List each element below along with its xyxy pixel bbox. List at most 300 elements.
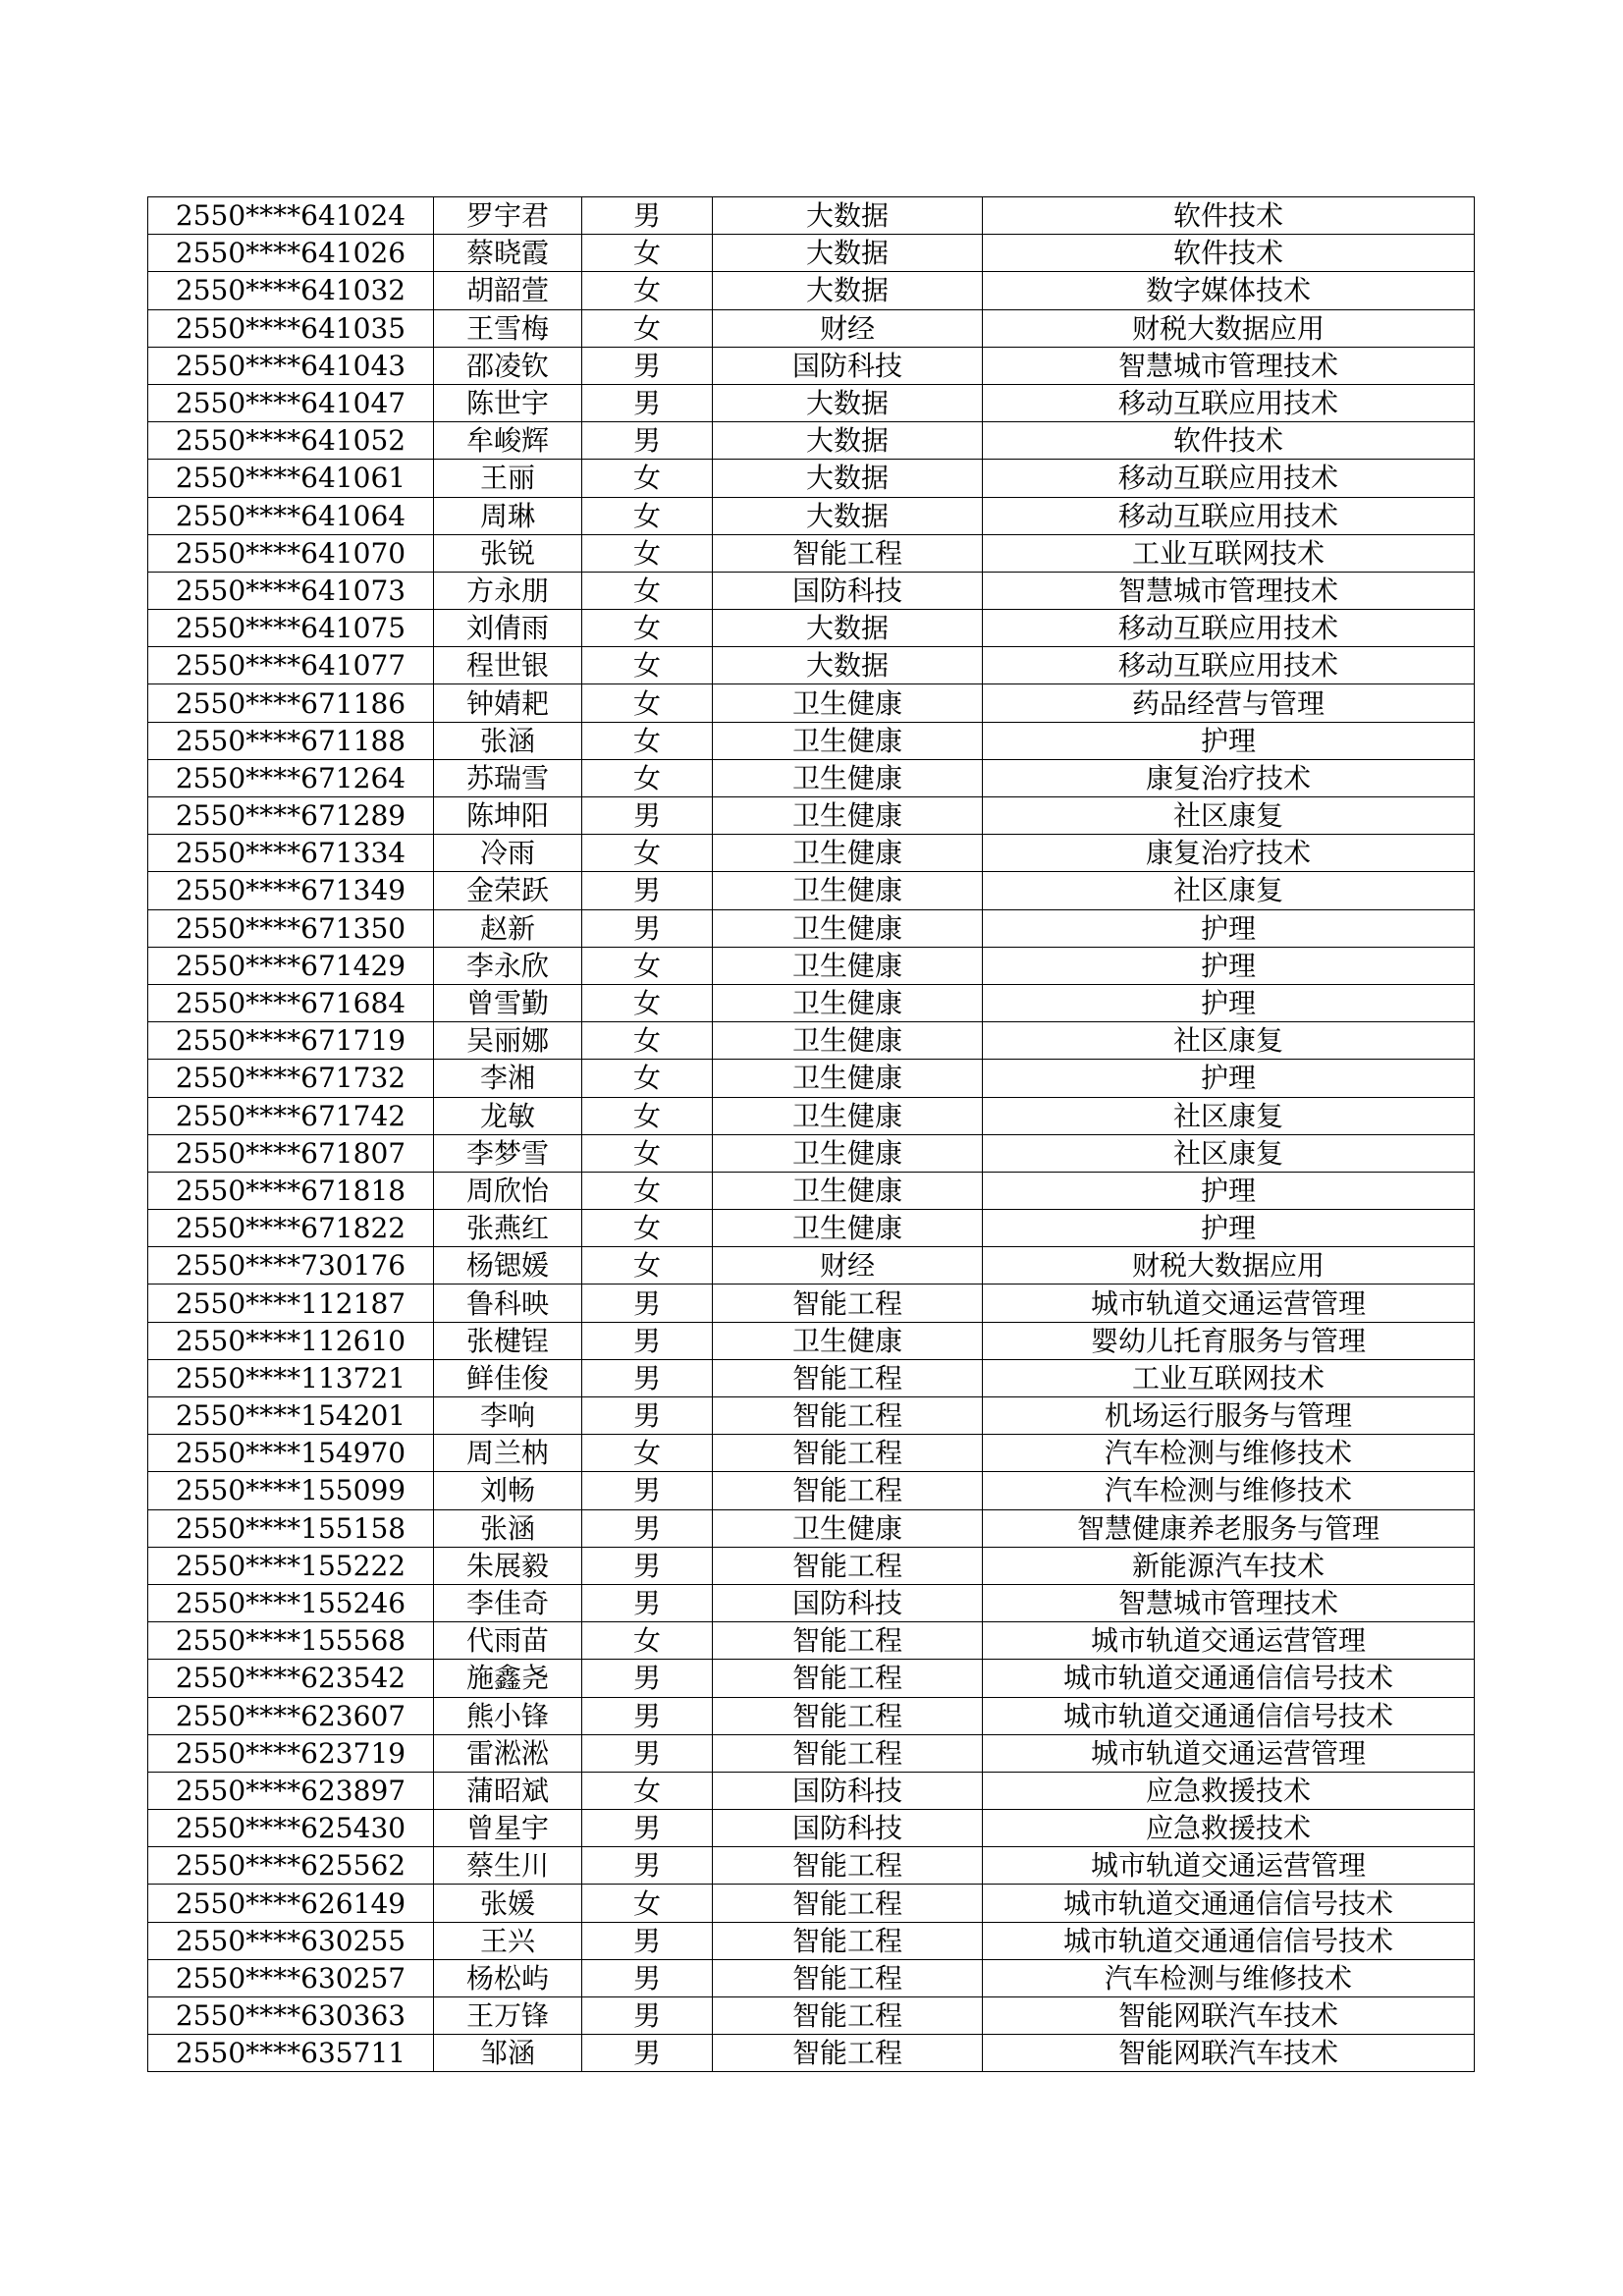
student-name-cell: 苏瑞雪 — [434, 759, 582, 796]
student-name-cell: 刘倩雨 — [434, 610, 582, 647]
gender-cell: 女 — [582, 722, 713, 759]
major-cell: 数字媒体技术 — [983, 272, 1475, 309]
student-id-cell: 2550****641064 — [148, 497, 434, 534]
table-row — [148, 197, 1475, 235]
table-row — [148, 1472, 1475, 1509]
student-name-cell: 杨锶媛 — [434, 1247, 582, 1285]
department-cell: 智能工程 — [713, 1997, 983, 2035]
student-name-cell: 王兴 — [434, 1922, 582, 1959]
major-cell: 护理 — [983, 1060, 1475, 1097]
major-cell: 应急救援技术 — [983, 1810, 1475, 1847]
department-cell: 大数据 — [713, 647, 983, 684]
student-id-cell: 2550****671742 — [148, 1097, 434, 1134]
department-cell: 卫生健康 — [713, 1134, 983, 1172]
gender-cell: 女 — [582, 1022, 713, 1060]
student-name-cell: 刘畅 — [434, 1472, 582, 1509]
table-row — [148, 1060, 1475, 1097]
gender-cell: 女 — [582, 1885, 713, 1922]
department-cell: 智能工程 — [713, 1285, 983, 1322]
major-cell: 软件技术 — [983, 197, 1475, 235]
department-cell: 卫生健康 — [713, 722, 983, 759]
gender-cell: 女 — [582, 835, 713, 872]
student-name-cell: 王万锋 — [434, 1997, 582, 2035]
department-cell: 智能工程 — [713, 1435, 983, 1472]
table-row — [148, 1847, 1475, 1885]
major-cell: 护理 — [983, 1210, 1475, 1247]
department-cell: 财经 — [713, 309, 983, 347]
student-name-cell: 罗宇君 — [434, 197, 582, 235]
table-row — [148, 610, 1475, 647]
table-row — [148, 1134, 1475, 1172]
gender-cell: 男 — [582, 1734, 713, 1772]
department-cell: 智能工程 — [713, 1547, 983, 1584]
department-cell: 智能工程 — [713, 534, 983, 572]
department-cell: 卫生健康 — [713, 872, 983, 909]
table-row — [148, 647, 1475, 684]
student-id-cell: 2550****113721 — [148, 1359, 434, 1396]
student-name-cell: 张楗锃 — [434, 1322, 582, 1359]
major-cell: 婴幼儿托育服务与管理 — [983, 1322, 1475, 1359]
student-name-cell: 吴丽娜 — [434, 1022, 582, 1060]
major-cell: 智慧城市管理技术 — [983, 572, 1475, 609]
student-id-cell: 2550****671732 — [148, 1060, 434, 1097]
table-row — [148, 722, 1475, 759]
student-name-cell: 张涵 — [434, 722, 582, 759]
table-row — [148, 1172, 1475, 1209]
table-row — [148, 1622, 1475, 1660]
table-row — [148, 422, 1475, 460]
table-row — [148, 1397, 1475, 1435]
department-cell: 智能工程 — [713, 1885, 983, 1922]
student-id-cell: 2550****671818 — [148, 1172, 434, 1209]
student-name-cell: 陈坤阳 — [434, 797, 582, 835]
gender-cell: 女 — [582, 497, 713, 534]
gender-cell: 女 — [582, 572, 713, 609]
table-row — [148, 1810, 1475, 1847]
student-id-cell: 2550****641035 — [148, 309, 434, 347]
table-row — [148, 2035, 1475, 2072]
student-id-cell: 2550****671188 — [148, 722, 434, 759]
table-body — [148, 197, 1475, 2072]
department-cell: 智能工程 — [713, 1959, 983, 1996]
table-row — [148, 684, 1475, 722]
department-cell: 卫生健康 — [713, 835, 983, 872]
student-name-cell: 冷雨 — [434, 835, 582, 872]
gender-cell: 男 — [582, 1472, 713, 1509]
table-row — [148, 1547, 1475, 1584]
department-cell: 智能工程 — [713, 2035, 983, 2072]
major-cell: 护理 — [983, 909, 1475, 947]
student-id-cell: 2550****641073 — [148, 572, 434, 609]
major-cell: 智慧城市管理技术 — [983, 1584, 1475, 1621]
gender-cell: 男 — [582, 1847, 713, 1885]
student-id-cell: 2550****641070 — [148, 534, 434, 572]
major-cell: 护理 — [983, 1172, 1475, 1209]
gender-cell: 女 — [582, 235, 713, 272]
gender-cell: 男 — [582, 909, 713, 947]
gender-cell: 女 — [582, 1060, 713, 1097]
major-cell: 智能网联汽车技术 — [983, 2035, 1475, 2072]
department-cell: 大数据 — [713, 497, 983, 534]
table-row — [148, 497, 1475, 534]
table-row — [148, 1509, 1475, 1547]
table-row — [148, 1435, 1475, 1472]
student-id-cell: 2550****630363 — [148, 1997, 434, 2035]
student-name-cell: 蒲昭斌 — [434, 1772, 582, 1809]
major-cell: 护理 — [983, 947, 1475, 984]
student-name-cell: 李湘 — [434, 1060, 582, 1097]
table-row — [148, 872, 1475, 909]
student-id-cell: 2550****671350 — [148, 909, 434, 947]
department-cell: 智能工程 — [713, 1359, 983, 1396]
student-name-cell: 金荣跃 — [434, 872, 582, 909]
gender-cell: 男 — [582, 872, 713, 909]
student-id-cell: 2550****671807 — [148, 1134, 434, 1172]
gender-cell: 女 — [582, 1435, 713, 1472]
gender-cell: 女 — [582, 460, 713, 497]
major-cell: 社区康复 — [983, 1134, 1475, 1172]
student-id-cell: 2550****671186 — [148, 684, 434, 722]
student-name-cell: 方永朋 — [434, 572, 582, 609]
major-cell: 汽车检测与维修技术 — [983, 1959, 1475, 1996]
gender-cell: 女 — [582, 984, 713, 1021]
gender-cell: 男 — [582, 1660, 713, 1697]
department-cell: 大数据 — [713, 422, 983, 460]
student-name-cell: 蔡晓霞 — [434, 235, 582, 272]
student-id-cell: 2550****671822 — [148, 1210, 434, 1247]
student-id-cell: 2550****641032 — [148, 272, 434, 309]
student-name-cell: 周兰枘 — [434, 1435, 582, 1472]
table-row — [148, 1022, 1475, 1060]
table-row — [148, 1885, 1475, 1922]
department-cell: 卫生健康 — [713, 984, 983, 1021]
major-cell: 社区康复 — [983, 872, 1475, 909]
department-cell: 国防科技 — [713, 572, 983, 609]
table-row — [148, 909, 1475, 947]
major-cell: 社区康复 — [983, 1097, 1475, 1134]
department-cell: 国防科技 — [713, 1810, 983, 1847]
student-id-cell: 2550****630255 — [148, 1922, 434, 1959]
major-cell: 城市轨道交通运营管理 — [983, 1847, 1475, 1885]
table-row — [148, 347, 1475, 384]
student-id-cell: 2550****671684 — [148, 984, 434, 1021]
gender-cell: 女 — [582, 684, 713, 722]
student-name-cell: 李响 — [434, 1397, 582, 1435]
table-row — [148, 1584, 1475, 1621]
table-row — [148, 384, 1475, 421]
major-cell: 机场运行服务与管理 — [983, 1397, 1475, 1435]
major-cell: 新能源汽车技术 — [983, 1547, 1475, 1584]
student-name-cell: 朱展毅 — [434, 1547, 582, 1584]
table-row — [148, 1697, 1475, 1734]
student-name-cell: 施鑫尧 — [434, 1660, 582, 1697]
student-id-cell: 2550****671719 — [148, 1022, 434, 1060]
student-name-cell: 周琳 — [434, 497, 582, 534]
major-cell: 药品经营与管理 — [983, 684, 1475, 722]
gender-cell: 男 — [582, 1359, 713, 1396]
gender-cell: 女 — [582, 272, 713, 309]
student-id-cell: 2550****626149 — [148, 1885, 434, 1922]
table-row — [148, 1359, 1475, 1396]
student-id-cell: 2550****671429 — [148, 947, 434, 984]
student-id-cell: 2550****112610 — [148, 1322, 434, 1359]
major-cell: 移动互联应用技术 — [983, 647, 1475, 684]
gender-cell: 男 — [582, 1959, 713, 1996]
department-cell: 智能工程 — [713, 1734, 983, 1772]
department-cell: 大数据 — [713, 610, 983, 647]
department-cell: 卫生健康 — [713, 909, 983, 947]
student-id-cell: 2550****154970 — [148, 1435, 434, 1472]
student-name-cell: 牟峻辉 — [434, 422, 582, 460]
student-name-cell: 蔡生川 — [434, 1847, 582, 1885]
table-row — [148, 1210, 1475, 1247]
student-id-cell: 2550****671264 — [148, 759, 434, 796]
department-cell: 大数据 — [713, 460, 983, 497]
table-row — [148, 1097, 1475, 1134]
table-row — [148, 534, 1475, 572]
department-cell: 智能工程 — [713, 1397, 983, 1435]
gender-cell: 男 — [582, 197, 713, 235]
student-id-cell: 2550****641075 — [148, 610, 434, 647]
student-name-cell: 曾星宇 — [434, 1810, 582, 1847]
major-cell: 城市轨道交通通信信号技术 — [983, 1885, 1475, 1922]
department-cell: 卫生健康 — [713, 1060, 983, 1097]
department-cell: 卫生健康 — [713, 1322, 983, 1359]
major-cell: 城市轨道交通通信信号技术 — [983, 1922, 1475, 1959]
student-id-cell: 2550****671334 — [148, 835, 434, 872]
student-name-cell: 曾雪勤 — [434, 984, 582, 1021]
student-id-cell: 2550****730176 — [148, 1247, 434, 1285]
major-cell: 社区康复 — [983, 797, 1475, 835]
major-cell: 移动互联应用技术 — [983, 610, 1475, 647]
department-cell: 卫生健康 — [713, 759, 983, 796]
gender-cell: 女 — [582, 309, 713, 347]
gender-cell: 男 — [582, 1285, 713, 1322]
department-cell: 大数据 — [713, 235, 983, 272]
gender-cell: 男 — [582, 2035, 713, 2072]
student-name-cell: 程世银 — [434, 647, 582, 684]
department-cell: 大数据 — [713, 272, 983, 309]
student-id-cell: 2550****641052 — [148, 422, 434, 460]
student-id-cell: 2550****155222 — [148, 1547, 434, 1584]
major-cell: 城市轨道交通通信信号技术 — [983, 1660, 1475, 1697]
major-cell: 汽车检测与维修技术 — [983, 1472, 1475, 1509]
student-id-cell: 2550****641026 — [148, 235, 434, 272]
department-cell: 卫生健康 — [713, 947, 983, 984]
department-cell: 卫生健康 — [713, 1022, 983, 1060]
student-id-cell: 2550****671349 — [148, 872, 434, 909]
student-id-cell: 2550****641061 — [148, 460, 434, 497]
department-cell: 大数据 — [713, 197, 983, 235]
student-id-cell: 2550****155246 — [148, 1584, 434, 1621]
department-cell: 大数据 — [713, 384, 983, 421]
table-row — [148, 1285, 1475, 1322]
gender-cell: 男 — [582, 1922, 713, 1959]
gender-cell: 女 — [582, 610, 713, 647]
student-name-cell: 代雨苗 — [434, 1622, 582, 1660]
gender-cell: 女 — [582, 1210, 713, 1247]
department-cell: 智能工程 — [713, 1922, 983, 1959]
table-row — [148, 309, 1475, 347]
table-row — [148, 984, 1475, 1021]
gender-cell: 男 — [582, 1997, 713, 2035]
student-id-cell: 2550****625562 — [148, 1847, 434, 1885]
student-id-cell: 2550****154201 — [148, 1397, 434, 1435]
student-id-cell: 2550****671289 — [148, 797, 434, 835]
major-cell: 城市轨道交通运营管理 — [983, 1285, 1475, 1322]
table-row — [148, 460, 1475, 497]
table-row — [148, 1922, 1475, 1959]
major-cell: 软件技术 — [983, 235, 1475, 272]
student-name-cell: 张媛 — [434, 1885, 582, 1922]
major-cell: 应急救援技术 — [983, 1772, 1475, 1809]
major-cell: 智能网联汽车技术 — [983, 1997, 1475, 2035]
student-id-cell: 2550****112187 — [148, 1285, 434, 1322]
student-name-cell: 张燕红 — [434, 1210, 582, 1247]
student-name-cell: 鲁科映 — [434, 1285, 582, 1322]
student-id-cell: 2550****155099 — [148, 1472, 434, 1509]
gender-cell: 男 — [582, 422, 713, 460]
gender-cell: 男 — [582, 1810, 713, 1847]
major-cell: 护理 — [983, 984, 1475, 1021]
table-row — [148, 1997, 1475, 2035]
student-name-cell: 周欣怡 — [434, 1172, 582, 1209]
student-id-cell: 2550****623719 — [148, 1734, 434, 1772]
table-row — [148, 1734, 1475, 1772]
student-name-cell: 李佳奇 — [434, 1584, 582, 1621]
student-id-cell: 2550****155158 — [148, 1509, 434, 1547]
student-id-cell: 2550****641043 — [148, 347, 434, 384]
department-cell: 智能工程 — [713, 1847, 983, 1885]
table-row — [148, 572, 1475, 609]
table-row — [148, 759, 1475, 796]
gender-cell: 男 — [582, 797, 713, 835]
table-row — [148, 1322, 1475, 1359]
department-cell: 卫生健康 — [713, 797, 983, 835]
table-row — [148, 835, 1475, 872]
student-id-cell: 2550****641077 — [148, 647, 434, 684]
gender-cell: 男 — [582, 384, 713, 421]
gender-cell: 女 — [582, 759, 713, 796]
gender-cell: 男 — [582, 1322, 713, 1359]
gender-cell: 男 — [582, 1547, 713, 1584]
major-cell: 社区康复 — [983, 1022, 1475, 1060]
major-cell: 移动互联应用技术 — [983, 497, 1475, 534]
department-cell: 卫生健康 — [713, 1172, 983, 1209]
major-cell: 汽车检测与维修技术 — [983, 1435, 1475, 1472]
gender-cell: 男 — [582, 1584, 713, 1621]
student-id-cell: 2550****641047 — [148, 384, 434, 421]
student-name-cell: 熊小锋 — [434, 1697, 582, 1734]
department-cell: 国防科技 — [713, 347, 983, 384]
student-id-cell: 2550****630257 — [148, 1959, 434, 1996]
student-name-cell: 陈世宇 — [434, 384, 582, 421]
student-list-table — [147, 196, 1475, 2072]
major-cell: 城市轨道交通运营管理 — [983, 1622, 1475, 1660]
department-cell: 智能工程 — [713, 1472, 983, 1509]
department-cell: 卫生健康 — [713, 684, 983, 722]
major-cell: 移动互联应用技术 — [983, 384, 1475, 421]
student-name-cell: 张涵 — [434, 1509, 582, 1547]
major-cell: 工业互联网技术 — [983, 534, 1475, 572]
student-name-cell: 鲜佳俊 — [434, 1359, 582, 1396]
major-cell: 软件技术 — [983, 422, 1475, 460]
gender-cell: 男 — [582, 1397, 713, 1435]
student-id-cell: 2550****623607 — [148, 1697, 434, 1734]
table-row — [148, 1247, 1475, 1285]
major-cell: 智慧健康养老服务与管理 — [983, 1509, 1475, 1547]
student-name-cell: 李梦雪 — [434, 1134, 582, 1172]
major-cell: 护理 — [983, 722, 1475, 759]
student-name-cell: 王丽 — [434, 460, 582, 497]
department-cell: 智能工程 — [713, 1622, 983, 1660]
gender-cell: 男 — [582, 1509, 713, 1547]
gender-cell: 男 — [582, 347, 713, 384]
student-id-cell: 2550****623897 — [148, 1772, 434, 1809]
table-row — [148, 1660, 1475, 1697]
student-name-cell: 张锐 — [434, 534, 582, 572]
student-name-cell: 胡韶萱 — [434, 272, 582, 309]
major-cell: 康复治疗技术 — [983, 835, 1475, 872]
department-cell: 财经 — [713, 1247, 983, 1285]
student-name-cell: 赵新 — [434, 909, 582, 947]
student-name-cell: 龙敏 — [434, 1097, 582, 1134]
student-name-cell: 钟婧耙 — [434, 684, 582, 722]
department-cell: 卫生健康 — [713, 1509, 983, 1547]
gender-cell: 女 — [582, 1097, 713, 1134]
gender-cell: 女 — [582, 1134, 713, 1172]
department-cell: 智能工程 — [713, 1660, 983, 1697]
gender-cell: 女 — [582, 1172, 713, 1209]
major-cell: 移动互联应用技术 — [983, 460, 1475, 497]
gender-cell: 女 — [582, 1772, 713, 1809]
major-cell: 城市轨道交通运营管理 — [983, 1734, 1475, 1772]
department-cell: 国防科技 — [713, 1584, 983, 1621]
student-id-cell: 2550****641024 — [148, 197, 434, 235]
student-name-cell: 邹涵 — [434, 2035, 582, 2072]
student-name-cell: 李永欣 — [434, 947, 582, 984]
table-row — [148, 947, 1475, 984]
table-row — [148, 797, 1475, 835]
table-row — [148, 1772, 1475, 1809]
gender-cell: 女 — [582, 647, 713, 684]
gender-cell: 女 — [582, 947, 713, 984]
student-id-cell: 2550****623542 — [148, 1660, 434, 1697]
major-cell: 城市轨道交通通信信号技术 — [983, 1697, 1475, 1734]
gender-cell: 男 — [582, 1697, 713, 1734]
table-row — [148, 1959, 1475, 1996]
major-cell: 智慧城市管理技术 — [983, 347, 1475, 384]
major-cell: 财税大数据应用 — [983, 309, 1475, 347]
student-id-cell: 2550****635711 — [148, 2035, 434, 2072]
student-id-cell: 2550****155568 — [148, 1622, 434, 1660]
table-row — [148, 272, 1475, 309]
department-cell: 国防科技 — [713, 1772, 983, 1809]
gender-cell: 女 — [582, 534, 713, 572]
student-id-cell: 2550****625430 — [148, 1810, 434, 1847]
gender-cell: 女 — [582, 1622, 713, 1660]
major-cell: 工业互联网技术 — [983, 1359, 1475, 1396]
major-cell: 财税大数据应用 — [983, 1247, 1475, 1285]
student-name-cell: 杨松屿 — [434, 1959, 582, 1996]
major-cell: 康复治疗技术 — [983, 759, 1475, 796]
department-cell: 智能工程 — [713, 1697, 983, 1734]
student-name-cell: 邵凌钦 — [434, 347, 582, 384]
department-cell: 卫生健康 — [713, 1097, 983, 1134]
gender-cell: 女 — [582, 1247, 713, 1285]
table-row — [148, 235, 1475, 272]
student-name-cell: 雷淞淞 — [434, 1734, 582, 1772]
